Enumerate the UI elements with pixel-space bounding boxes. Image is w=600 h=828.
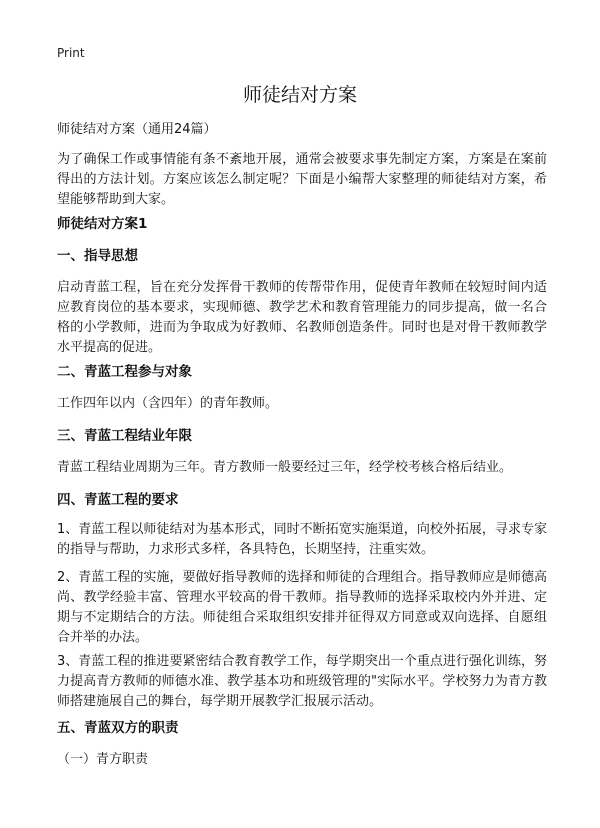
paragraph-requirement-1: 1、青蓝工程以师徒结对为基本形式，同时不断拓宽实施渠道，向校外拓展，寻求专家的指导与帮助，力求形式多样，各具特色，长期坚持，注重实效。 (57, 522, 547, 557)
document-subtitle: 师徒结对方案（通用24篇） (57, 122, 217, 137)
paragraph-requirement-3: 3、青蓝工程的推进要紧密结合教育教学工作，每学期突出一个重点进行强化训练，努力提高青方教师的师德水准、教学基本功和班级管理的"实际水平。学校努力为青方教师搭建施展自己的舞台，每学期开展教学汇报展示活动。 (57, 654, 547, 709)
intro-paragraph: 为了确保工作或事情能有条不紊地开展，通常会被要求事先制定方案，方案是在案前得出的方法计划。方案应该怎么制定呢？下面是小编帮大家整理的师徒结对方案，希望能够帮助到大家。 (57, 152, 547, 207)
paragraph-apprentice-duties: （一）青方职责 (57, 752, 149, 767)
heading-participants: 二、青蓝工程参与对象 (57, 364, 192, 380)
paragraph-completion-period: 青蓝工程结业周期为三年。青方教师一般要经过三年，经学校考核合格后结业。 (57, 460, 513, 475)
heading-responsibilities: 五、青蓝双方的职责 (57, 720, 179, 736)
print-link[interactable]: Print (57, 46, 85, 60)
paragraph-participants: 工作四年以内（含四年）的青年教师。 (57, 396, 279, 411)
heading-guiding-ideology: 一、指导思想 (57, 248, 138, 264)
section-title: 师徒结对方案1 (57, 216, 148, 232)
paragraph-requirement-2: 2、青蓝工程的实施，要做好指导教师的选择和师徒的合理组合。指导教师应是师德高尚、教学经验丰富、管理水平较高的骨干教师。指导教师的选择采取校内外并进、定期与不定期结合的方法。师徒组合采取组织安排并征得双方同意或双向选择、自愿组合并举的办法。 (57, 570, 547, 645)
heading-completion-period: 三、青蓝工程结业年限 (57, 428, 192, 444)
document-title: 师徒结对方案 (242, 84, 357, 106)
paragraph-guiding-ideology: 启动青蓝工程，旨在充分发挥骨干教师的传帮带作用，促使青年教师在较短时间内适应教育岗位的基本要求，实现师德、教学艺术和教育管理能力的同步提高，做一名合格的小学教师，进而为争取成为好教师、名教师创造条件。同时也是对骨干教师教学水平提高的促进。 (57, 280, 547, 355)
heading-requirements: 四、青蓝工程的要求 (57, 492, 179, 508)
